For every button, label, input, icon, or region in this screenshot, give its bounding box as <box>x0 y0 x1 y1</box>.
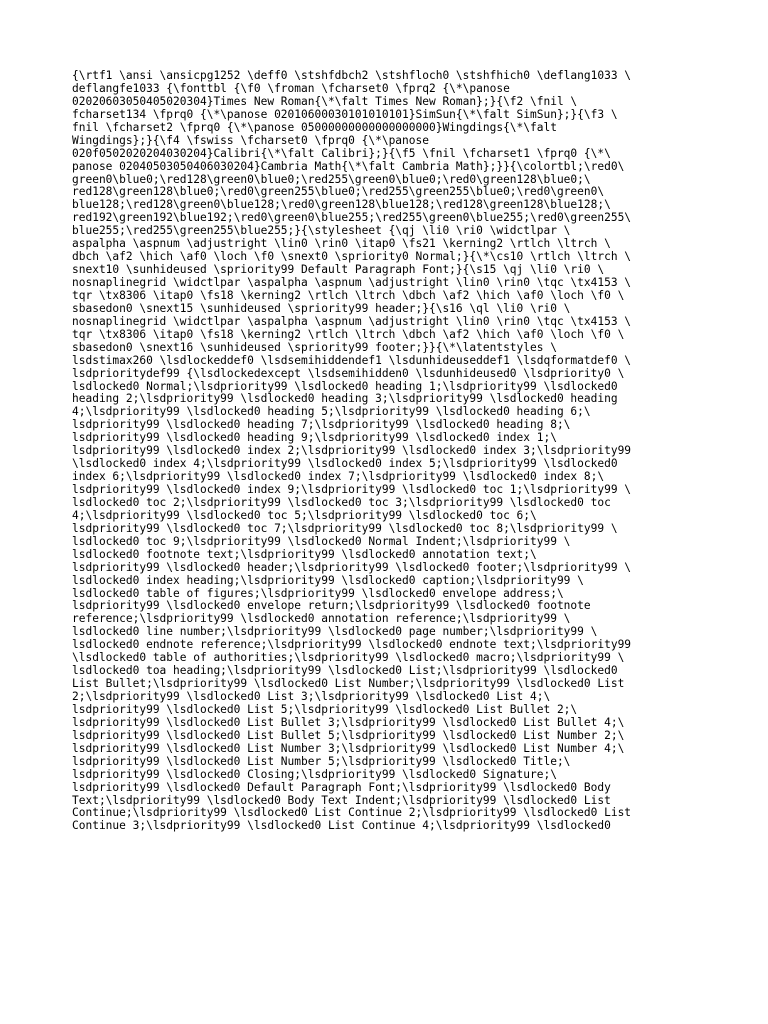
text-line: blue255;\red255\green255\blue255;}{\stylesheet {\qj \li0 \ri0 \widctlpar \ <box>72 224 571 238</box>
text-line: dbch \af2 \hich \af0 \loch \f0 \snext0 \spriority0 Normal;}{\*\cs10 \rtlch \ltrch \ <box>72 250 632 264</box>
text-line: lsdlocked0 table of figures;\lsdpriority99 \lsdlocked0 envelope address;\ <box>72 586 564 600</box>
text-line: lsdlocked0 index heading;\lsdpriority99 \lsdlocked0 caption;\lsdpriority99 \ <box>72 573 584 587</box>
text-line: green0\blue0;\red128\green0\blue0;\red255\green0\blue0;\red0\green128\blue0;\ <box>72 172 591 186</box>
text-line <box>72 859 702 872</box>
text-line: sbasedon0 \snext16 \sunhideused \spriority99 footer;}}{\*\latentstyles \ <box>72 340 557 354</box>
text-line: lsdpriority99 \lsdlocked0 List Number 3;\lsdpriority99 \lsdlocked0 List Number 4;\ <box>72 741 625 755</box>
text-line: 020f0502020204030204}Calibri{\*\falt Calibri};}{\f5 \fnil \fcharset1 \fprq0 {\*\ <box>72 146 611 160</box>
text-line: heading 2;\lsdpriority99 \lsdlocked0 heading 3;\lsdpriority99 \lsdlocked0 heading <box>72 392 618 406</box>
text-line: lsdpriority99 \lsdlocked0 List Bullet 3;\lsdpriority99 \lsdlocked0 List Bullet 4;\ <box>72 715 625 729</box>
text-line: panose 02040503050406030204}Cambria Math{\*\falt Cambria Math};}}{\colortbl;\red0\ <box>72 159 625 173</box>
text-line <box>72 911 702 924</box>
text-line: Text;\lsdpriority99 \lsdlocked0 Body Text Indent;\lsdpriority99 \lsdlocked0 List <box>72 793 611 807</box>
text-line <box>72 833 702 846</box>
text-line: lsdpriority99 \lsdlocked0 heading 9;\lsdpriority99 \lsdlocked0 index 1;\ <box>72 431 557 445</box>
text-line <box>72 885 702 898</box>
text-line: lsdpriority99 \lsdlocked0 List Number 5;\lsdpriority99 \lsdlocked0 Title;\ <box>72 754 571 768</box>
text-line: lsdpriority99 \lsdlocked0 envelope return;\lsdpriority99 \lsdlocked0 footnote <box>72 599 591 613</box>
text-line: lsdpriority99 \lsdlocked0 Default Paragraph Font;\lsdpriority99 \lsdlocked0 Body <box>72 780 611 794</box>
text-line: lsdlocked0 line number;\lsdpriority99 \lsdlocked0 page number;\lsdpriority99 \ <box>72 625 598 639</box>
text-line: nosnaplinegrid \widctlpar \aspalpha \aspnum \adjustright \lin0 \rin0 \tqc \tx4153 \ <box>72 314 632 328</box>
text-line: tqr \tx8306 \itap0 \fs18 \kerning2 \rtlch \ltrch \dbch \af2 \hich \af0 \loch \f0 \ <box>72 327 625 341</box>
text-line: lsdpriority99 \lsdlocked0 List 5;\lsdpriority99 \lsdlocked0 List Bullet 2;\ <box>72 702 578 716</box>
text-line: lsdpriority99 \lsdlocked0 Closing;\lsdpriority99 \lsdlocked0 Signature;\ <box>72 767 557 781</box>
text-line: lsdlocked0 toc 2;\lsdpriority99 \lsdlocked0 toc 3;\lsdpriority99 \lsdlocked0 toc <box>72 495 611 509</box>
text-line: aspalpha \aspnum \adjustright \lin0 \rin0 \itap0 \fs21 \kerning2 \rtlch \ltrch \ <box>72 237 611 251</box>
text-line: lsdpriority99 \lsdlocked0 List Bullet 5;\lsdpriority99 \lsdlocked0 List Number 2;\ <box>72 728 625 742</box>
text-line: \lsdlocked0 index 4;\lsdpriority99 \lsdlocked0 index 5;\lsdpriority99 \lsdlocked0 <box>72 457 618 471</box>
text-line: fcharset134 \fprq0 {\*\panose 02010600030101010101}SimSun{\*\falt SimSun};}{\f3 \ <box>72 107 618 121</box>
text-line: red192\green192\blue192;\red0\green0\blue255;\red255\green0\blue255;\red0\green255\ <box>72 211 632 225</box>
text-line: lsdlocked0 footnote text;\lsdpriority99 \lsdlocked0 annotation text;\ <box>72 547 537 561</box>
text-line <box>72 898 702 911</box>
text-line: deflangfe1033 {\fonttbl {\f0 \froman \fcharset0 \fprq2 {\*\panose <box>72 81 510 95</box>
text-line: lsdpriority99 \lsdlocked0 index 2;\lsdpriority99 \lsdlocked0 index 3;\lsdpriority99 <box>72 444 632 458</box>
text-line: sbasedon0 \snext15 \sunhideused \spriority99 header;}{\s16 \ql \li0 \ri0 \ <box>72 301 571 315</box>
text-line: fnil \fcharset2 \fprq0 {\*\panose 05000000000000000000}Wingdings{\*\falt <box>72 120 557 134</box>
text-line: lsdlocked0 endnote reference;\lsdpriority99 \lsdlocked0 endnote text;\lsdpriority99 <box>72 638 632 652</box>
text-line: snext10 \sunhideused \spriority99 Default Paragraph Font;}{\s15 \qj \li0 \ri0 \ <box>72 263 605 277</box>
text-line: red128\green128\blue0;\red0\green255\blue0;\red255\green255\blue0;\red0\green0\ <box>72 185 605 199</box>
text-line: lsdprioritydef99 {\lsdlockedexcept \lsdsemihidden0 \lsdunhideused0 \lsdpriority0 \ <box>72 366 625 380</box>
text-line: lsdpriority99 \lsdlocked0 toc 7;\lsdpriority99 \lsdlocked0 toc 8;\lsdpriority99 \ <box>72 521 618 535</box>
text-line: Continue 3;\lsdpriority99 \lsdlocked0 List Continue 4;\lsdpriority99 \lsdlocked0 <box>72 819 611 833</box>
text-line: reference;\lsdpriority99 \lsdlocked0 annotation reference;\lsdpriority99 \ <box>72 612 571 626</box>
text-line: Continue;\lsdpriority99 \lsdlocked0 List Continue 2;\lsdpriority99 \lsdlocked0 List <box>72 806 632 820</box>
text-line: lsdlocked0 toc 9;\lsdpriority99 \lsdlocked0 Normal Indent;\lsdpriority99 \ <box>72 534 571 548</box>
text-line: \lsdlocked0 table of authorities;\lsdpriority99 \lsdlocked0 macro;\lsdpriority99 \ <box>72 651 625 665</box>
text-line: lsdpriority99 \lsdlocked0 heading 7;\lsdpriority99 \lsdlocked0 heading 8;\ <box>72 418 571 432</box>
text-line: index 6;\lsdpriority99 \lsdlocked0 index 7;\lsdpriority99 \lsdlocked0 index 8;\ <box>72 470 605 484</box>
text-line: 02020603050405020304}Times New Roman{\*\falt Times New Roman};}{\f2 \fnil \ <box>72 94 578 108</box>
text-line: nosnaplinegrid \widctlpar \aspalpha \aspnum \adjustright \lin0 \rin0 \tqc \tx4153 \ <box>72 276 632 289</box>
text-line: lsdpriority99 \lsdlocked0 header;\lsdpriority99 \lsdlocked0 footer;\lsdpriority99 \ <box>72 560 632 574</box>
text-line: List Bullet;\lsdpriority99 \lsdlocked0 List Number;\lsdpriority99 \lsdlocked0 List <box>72 677 625 691</box>
text-line: 4;\lsdpriority99 \lsdlocked0 toc 5;\lsdpriority99 \lsdlocked0 toc 6;\ <box>72 508 537 522</box>
text-line: blue128;\red128\green0\blue128;\red0\green128\blue128;\red128\green128\blue128;\ <box>72 198 611 212</box>
text-line <box>72 872 702 885</box>
text-line: lsdstimax260 \lsdlockeddef0 \lsdsemihiddendef1 \lsdunhideuseddef1 \lsdqformatdef0 \ <box>72 353 632 367</box>
text-line: 2;\lsdpriority99 \lsdlocked0 List 3;\lsdpriority99 \lsdlocked0 List 4;\ <box>72 690 551 703</box>
text-line: 4;\lsdpriority99 \lsdlocked0 heading 5;\lsdpriority99 \lsdlocked0 heading 6;\ <box>72 405 591 419</box>
text-line: lsdpriority99 \lsdlocked0 index 9;\lsdpriority99 \lsdlocked0 toc 1;\lsdpriority99 \ <box>72 483 632 496</box>
text-line: {\rtf1 \ansi \ansicpg1252 \deff0 \stshfdbch2 \stshfloch0 \stshfhich0 \deflang1033 \ <box>72 69 632 82</box>
document-page <box>72 70 702 924</box>
text-line: lsdlocked0 Normal;\lsdpriority99 \lsdlocked0 heading 1;\lsdpriority99 \lsdlocked0 <box>72 379 618 393</box>
text-line: tqr \tx8306 \itap0 \fs18 \kerning2 \rtlch \ltrch \dbch \af2 \hich \af0 \loch \f0 \ <box>72 288 625 302</box>
text-line: lsdlocked0 toa heading;\lsdpriority99 \lsdlocked0 List;\lsdpriority99 \lsdlocked0 <box>72 664 618 678</box>
text-line: Wingdings};}{\f4 \fswiss \fcharset0 \fprq0 {\*\panose <box>72 133 429 147</box>
text-line <box>72 846 702 859</box>
